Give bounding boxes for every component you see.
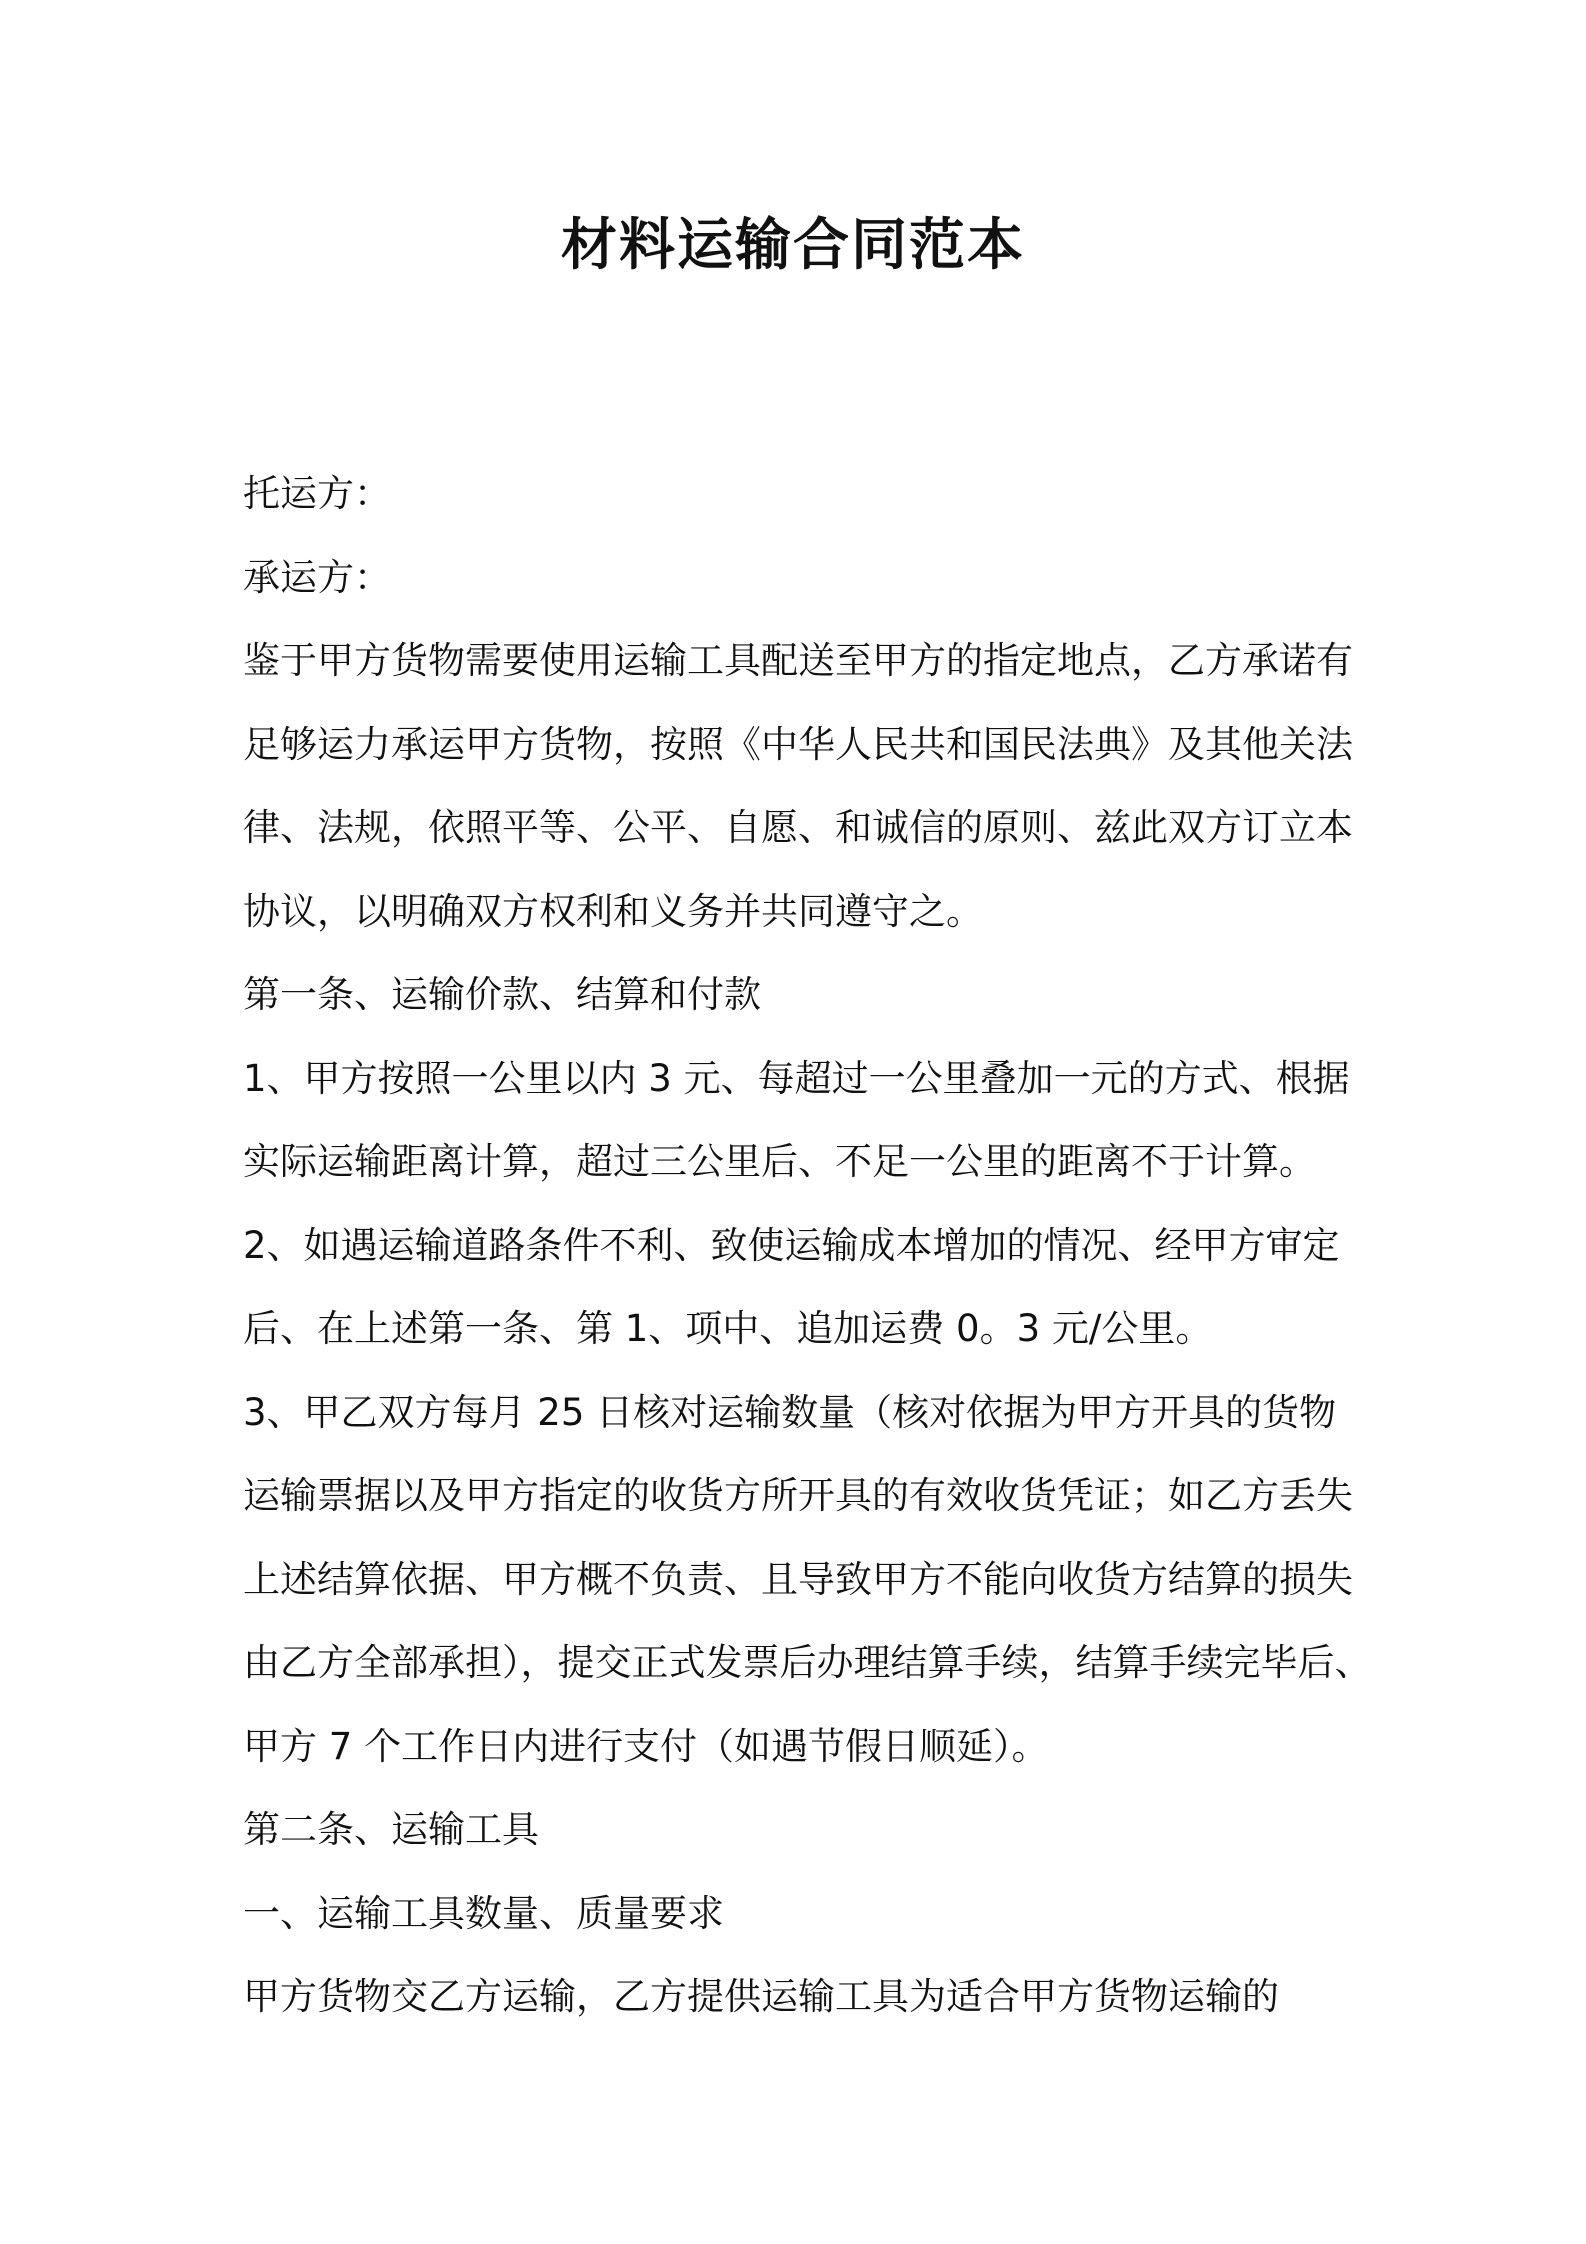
document-body — [243, 452, 1372, 2039]
preamble-line: 律、法规，依照平等、公平、自愿、和诚信的原则、兹此双方订立本 — [243, 806, 1353, 849]
article-2-heading: 第二条、运输工具 — [243, 1808, 539, 1851]
clause-3-line: 运输票据以及甲方指定的收货方所开具的有效收货凭证；如乙方丢失 — [243, 1474, 1353, 1517]
clause-1-line: 实际运输距离计算，超过三公里后、不足一公里的距离不于计算。 — [243, 1140, 1316, 1183]
clause-3-line: 甲方 7 个工作日内进行支付（如遇节假日顺延）。 — [243, 1724, 1049, 1768]
clause-2-line: 2、如遇运输道路条件不利、致使运输成本增加的情况、经甲方审定 — [243, 1223, 1340, 1267]
clause-3-line: 由乙方全部承担），提交正式发票后办理结算手续，结算手续完毕后、 — [243, 1641, 1372, 1684]
document-title: 材料运输合同范本 — [561, 213, 1025, 278]
preamble-line: 鉴于甲方货物需要使用运输工具配送至甲方的指定地点，乙方承诺有 — [243, 639, 1353, 682]
clause-3-line: 上述结算依据、甲方概不负责、且导致甲方不能向收货方结算的损失 — [243, 1557, 1353, 1601]
shipper-line: 托运方： — [243, 472, 391, 515]
preamble-line: 协议，以明确双方权利和义务并共同遵守之。 — [243, 889, 983, 933]
section-1-heading: 一、运输工具数量、质量要求 — [243, 1891, 724, 1935]
preamble-line: 足够运力承运甲方货物，按照《中华人民共和国民法典》及其他关法 — [243, 722, 1353, 766]
carrier-line: 承运方： — [243, 555, 391, 599]
clause-2-line: 后、在上述第一条、第 1、项中、追加运费 0。3 元/公里。 — [243, 1307, 1213, 1350]
section-1-line: 甲方货物交乙方运输，乙方提供运输工具为适合甲方货物运输的 — [243, 1975, 1279, 2018]
clause-1-line: 1、甲方按照一公里以内 3 元、每超过一公里叠加一元的方式、根据 — [243, 1056, 1350, 1100]
article-1-heading: 第一条、运输价款、结算和付款 — [243, 973, 761, 1016]
clause-3-line: 3、甲乙双方每月 25 日核对运输数量（核对依据为甲方开具的货物 — [243, 1390, 1337, 1434]
